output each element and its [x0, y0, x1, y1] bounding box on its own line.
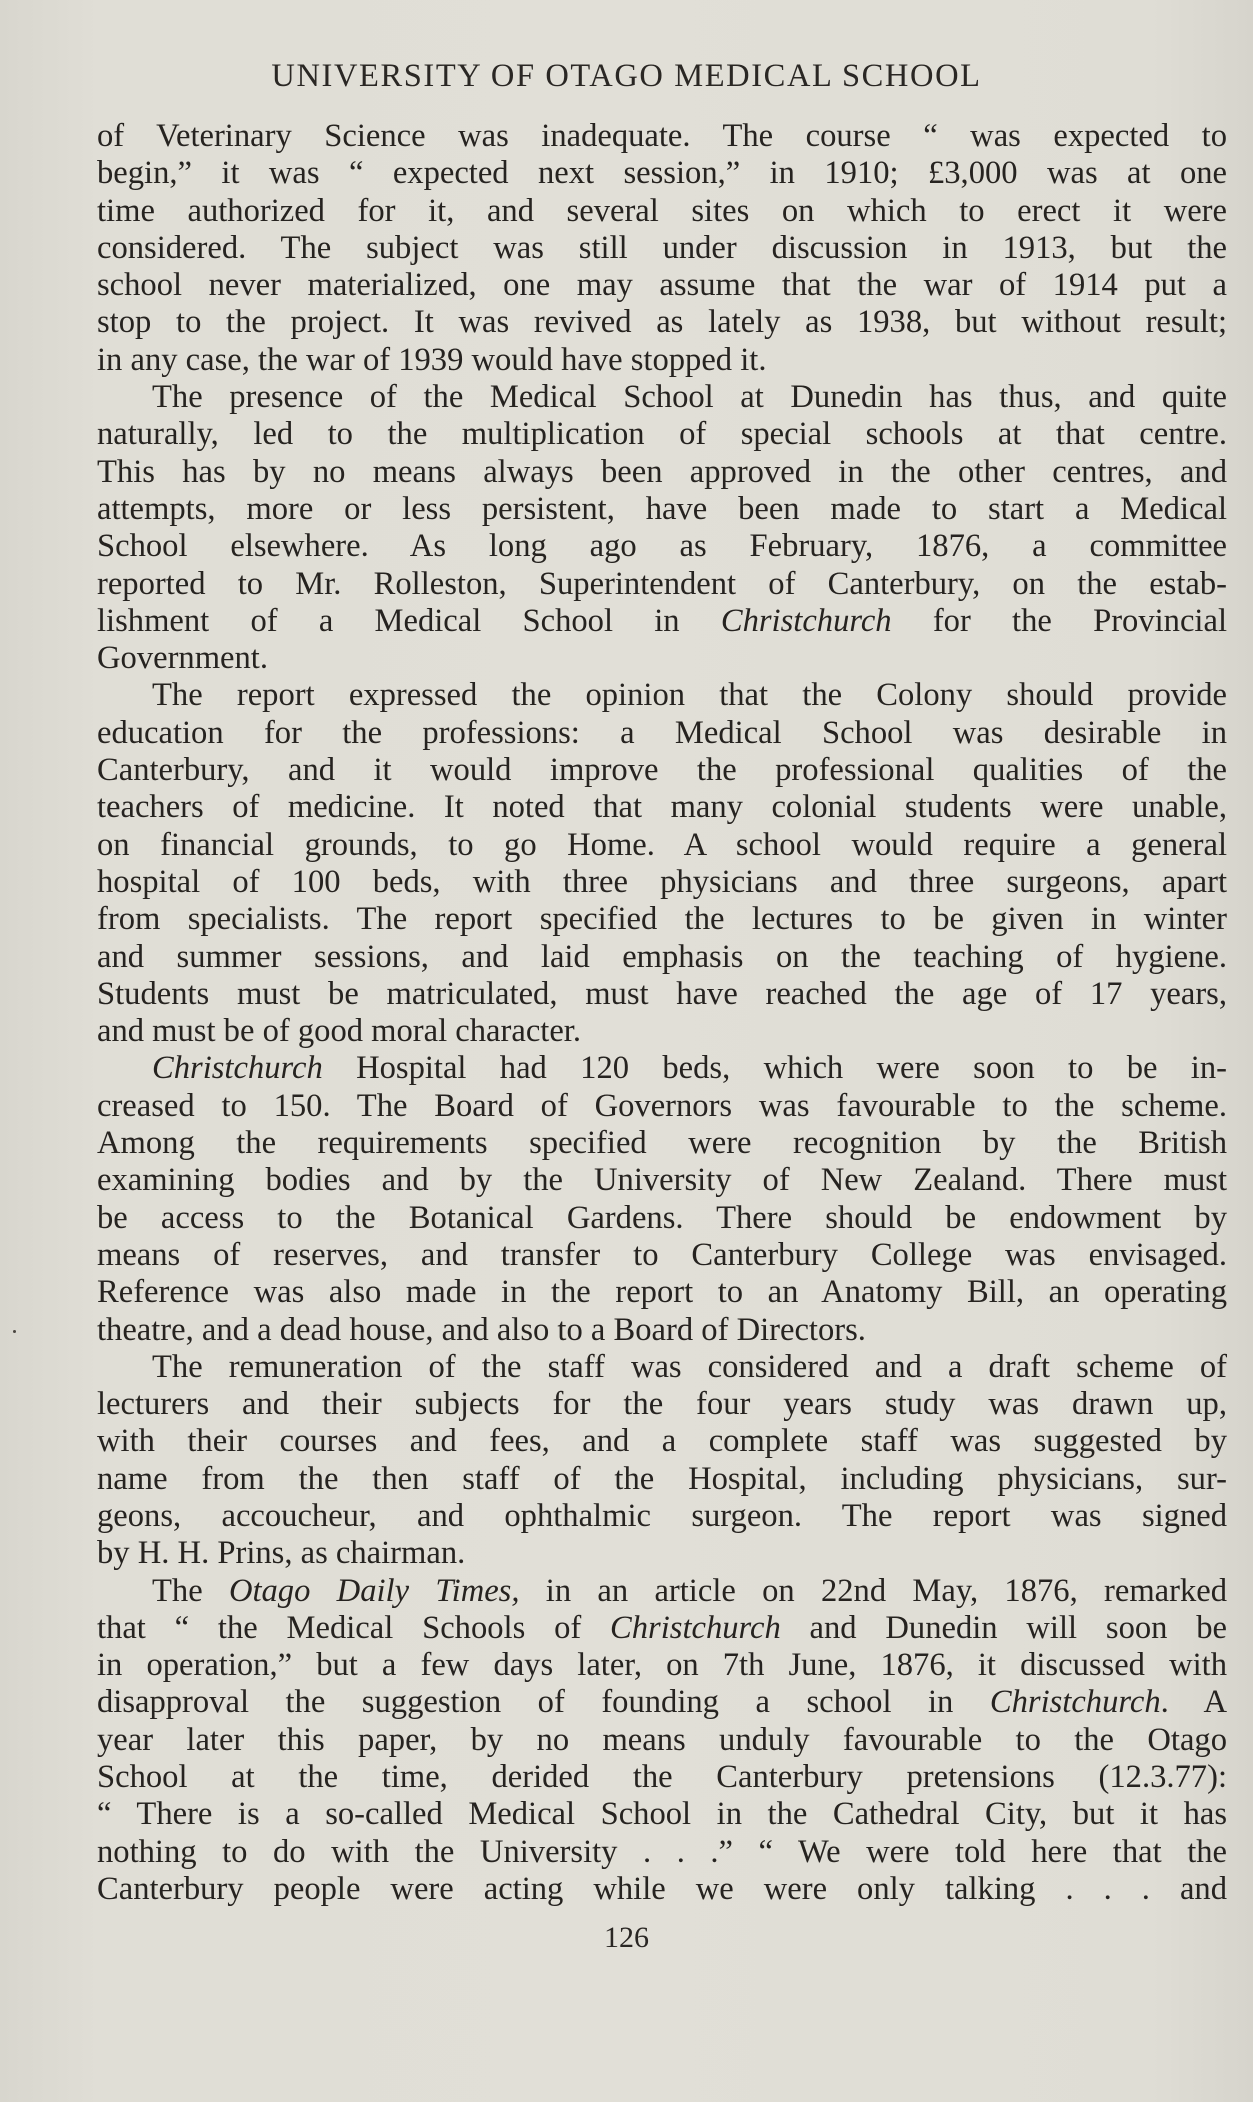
- text-line: lecturers and their subjects for the four years study was drawn up,: [97, 1386, 1227, 1423]
- paragraph: [97, 379, 1227, 677]
- text-line: time authorized for it, and several sites on which to erect it were: [97, 192, 1227, 229]
- text-line: The report expressed the opinion that the Colony should provide: [152, 677, 1227, 714]
- text-line: and must be of good moral character.: [97, 1013, 581, 1050]
- text-line: that “ the Medical Schools of Christchurch and Dunedin will soon be: [97, 1609, 1227, 1646]
- running-head: UNIVERSITY OF OTAGO MEDICAL SCHOOL: [271, 58, 982, 94]
- paragraph: [97, 1573, 1227, 1909]
- paragraph: [97, 1349, 1227, 1573]
- text-line: geons, accoucheur, and ophthalmic surgeon. The report was signed: [97, 1497, 1227, 1534]
- text-line: education for the professions: a Medical School was desirable in: [97, 714, 1227, 751]
- text-line: Canterbury people were acting while we were only talking . . . and: [97, 1870, 1227, 1907]
- text-line: Christchurch Hospital had 120 beds, which were soon to be in-: [152, 1050, 1227, 1087]
- text-line: on financial grounds, to go Home. A school would require a general: [97, 826, 1227, 863]
- text-line: This has by no means always been approved in the other centres, and: [97, 453, 1227, 490]
- text-line: and summer sessions, and laid emphasis on the teaching of hygiene.: [97, 938, 1227, 975]
- text-line: reported to Mr. Rolleston, Superintendent of Canterbury, on the estab-: [97, 565, 1227, 602]
- text-line: Canterbury, and it would improve the professional qualities of the: [97, 752, 1227, 789]
- text-line: disapproval the suggestion of founding a school in Christchurch. A: [97, 1684, 1227, 1721]
- text-line: theatre, and a dead house, and also to a Board of Directors.: [97, 1311, 866, 1348]
- text-line: name from the then staff of the Hospital, including physicians, sur-: [97, 1460, 1227, 1497]
- text-line: year later this paper, by no means unduly favourable to the Otago: [97, 1721, 1227, 1758]
- text-line: in any case, the war of 1939 would have stopped it.: [97, 341, 767, 378]
- text-line: The presence of the Medical School at Dunedin has thus, and quite: [152, 379, 1227, 416]
- text-line: lishment of a Medical School in Christchurch for the Provincial: [97, 602, 1227, 639]
- text-line: teachers of medicine. It noted that many colonial students were unable,: [97, 789, 1227, 826]
- margin-speck: [13, 1330, 16, 1333]
- text-line: by H. H. Prins, as chairman.: [97, 1535, 466, 1572]
- text-line: means of reserves, and transfer to Canterbury College was envisaged.: [97, 1236, 1227, 1273]
- text-line: attempts, more or less persistent, have been made to start a Medical: [97, 490, 1227, 527]
- text-line: creased to 150. The Board of Governors was favourable to the scheme.: [97, 1087, 1227, 1124]
- text-line: The remuneration of the staff was considered and a draft scheme of: [152, 1348, 1227, 1385]
- text-line: hospital of 100 beds, with three physicians and three surgeons, apart: [97, 863, 1227, 900]
- text-line: Students must be matriculated, must have reached the age of 17 years,: [97, 975, 1227, 1012]
- text-line: “ There is a so-called Medical School in the Cathedral City, but it has: [97, 1796, 1227, 1833]
- body-text: [97, 118, 1227, 1908]
- text-line: School at the time, derided the Canterbury pretensions (12.3.77):: [97, 1759, 1227, 1796]
- text-line: with their courses and fees, and a complete staff was suggested by: [97, 1423, 1227, 1460]
- text-line: naturally, led to the multiplication of special schools at that centre.: [97, 416, 1227, 453]
- text-line: The Otago Daily Times, in an article on 22nd May, 1876, remarked: [152, 1572, 1228, 1609]
- text-line: nothing to do with the University . . .” “ We were told here that the: [97, 1833, 1227, 1870]
- text-line: in operation,” but a few days later, on 7th June, 1876, it discussed with: [97, 1647, 1227, 1684]
- text-line: school never materialized, one may assume that the war of 1914 put a: [97, 267, 1227, 304]
- text-line: stop to the project. It was revived as lately as 1938, but without result;: [97, 304, 1227, 341]
- text-line: Government.: [97, 640, 268, 677]
- text-line: considered. The subject was still under discussion in 1913, but the: [97, 229, 1227, 266]
- paragraph: [97, 118, 1227, 379]
- text-line: Reference was also made in the report to an Anatomy Bill, an operating: [97, 1274, 1227, 1311]
- text-line: begin,” it was “ expected next session,” in 1910; £3,000 was at one: [97, 155, 1227, 192]
- text-line: of Veterinary Science was inadequate. The course “ was expected to: [97, 118, 1227, 154]
- text-line: be access to the Botanical Gardens. There should be endowment by: [97, 1199, 1227, 1236]
- text-line: examining bodies and by the University of New Zealand. There must: [97, 1162, 1227, 1199]
- text-line: Among the requirements specified were recognition by the British: [97, 1125, 1227, 1162]
- text-line: from specialists. The report specified the lectures to be given in winter: [97, 901, 1227, 938]
- text-line: School elsewhere. As long ago as February, 1876, a committee: [97, 528, 1227, 565]
- paragraph: [97, 677, 1227, 1050]
- page-number: 126: [604, 1921, 649, 1954]
- paragraph: [97, 1050, 1227, 1348]
